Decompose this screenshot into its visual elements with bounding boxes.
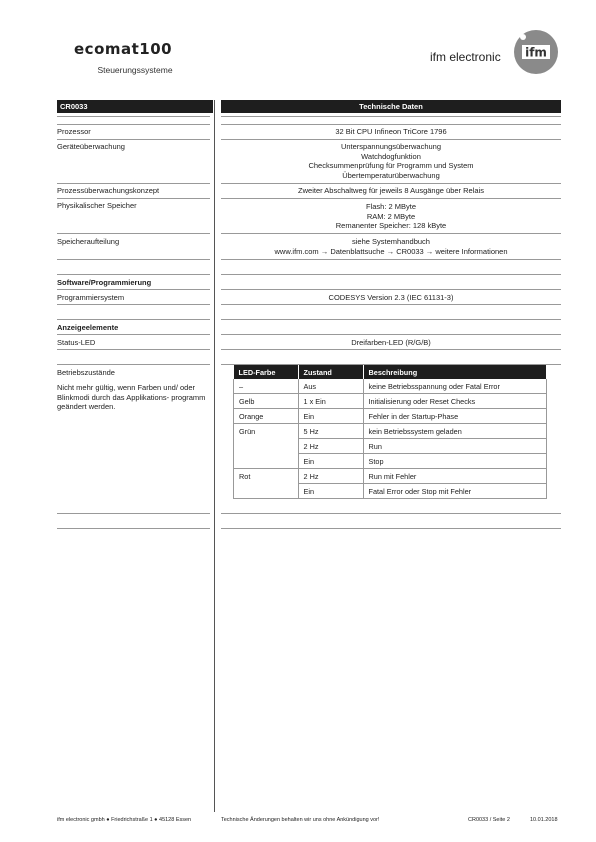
rule [221,513,561,514]
value-line: Übertemperaturüberwachung [342,170,440,180]
rule [57,364,210,365]
software-heading: Software/Programmierung [57,278,152,287]
cell-led-color: Orange [234,409,299,424]
rule [57,274,210,275]
rule [221,233,561,234]
cell-led-color: Rot [234,469,299,484]
spec-value-monitoring [221,142,561,180]
rule [221,259,561,260]
programming-system-label: Programmiersystem [57,293,125,302]
cell-description: Initialisierung oder Reset Checks [363,394,547,409]
display-heading: Anzeigeelemente [57,323,119,332]
cell-description: keine Betriebsspannung oder Fatal Error [363,379,547,394]
rule [57,304,210,305]
rule [221,528,561,529]
value-line: Unterspannungsüberwachung [340,142,442,151]
spec-value-memory [221,202,561,231]
cell-state: 2 Hz [298,469,363,484]
rule [57,528,210,529]
cell-led-color [234,439,299,454]
value-line: Watchdogfunktion [361,151,421,161]
spec-label-process-concept: Prozessüberwachungskonzept [57,186,160,195]
rule [221,183,561,184]
rule [57,198,210,199]
status-led-value: Dreifarben-LED (R/G/B) [351,338,431,347]
rule [221,139,561,140]
cell-state: 1 x Ein [298,394,363,409]
table-row [234,439,547,454]
rule [221,319,561,320]
rule [57,289,210,290]
cell-description: Fatal Error oder Stop mit Fehler [363,484,547,499]
rule [221,349,561,350]
cell-led-color: Gelb [234,394,299,409]
states-note: Nicht mehr gültig, wenn Farben und/ oder Blinkmodi durch das Applikations- programm geändert werden. [57,383,206,411]
rule [57,513,210,514]
spec-label-memory: Physikalischer Speicher [57,201,137,210]
table-row [234,454,547,469]
table-header-row [234,365,547,379]
led-state-table [233,365,547,499]
rule [221,289,561,290]
status-led-label: Status-LED [57,338,96,347]
value-line: 32 Bit CPU Infineon TriCore 1796 [335,127,447,136]
cell-description: Run mit Fehler [363,469,547,484]
rule [57,334,210,335]
product-subtitle: Steuerungssysteme [97,65,173,75]
cell-state: Ein [298,409,363,424]
column-header-state: Zustand [298,365,363,379]
table-row [234,484,547,499]
spec-value-process-concept [221,186,561,196]
cell-state: Ein [298,454,363,469]
spec-label-processor: Prozessor [57,127,91,136]
spec-label-monitoring: Geräteüberwachung [57,142,125,151]
section-title: Technische Daten [221,100,561,113]
product-logo: ecomat100 [74,40,173,58]
cell-led-color: Grün [234,424,299,439]
value-line: www.ifm.com → Datenblattsuche → CR0033 → weitere Informationen [274,246,508,256]
rule [221,116,561,117]
spec-value-memory-allocation [221,237,561,256]
rule [57,116,210,117]
rule [57,124,210,125]
rule [57,183,210,184]
table-row [234,379,547,394]
rule [221,274,561,275]
rule [57,259,210,260]
rule [221,124,561,125]
column-divider [214,100,215,812]
cell-state: Aus [298,379,363,394]
value-line: Flash: 2 MByte [365,202,417,211]
value-line: Checksummenprüfung für Programm und System [308,161,474,170]
table-row [234,409,547,424]
cell-description: Fehler in der Startup-Phase [363,409,547,424]
rule [221,334,561,335]
column-header-description: Beschreibung [363,365,547,379]
cell-led-color: – [234,379,299,394]
value-line: Remanenter Speicher: 128 kByte [335,221,447,230]
footer-address: ifm electronic gmbh ● Friedrichstraße 1 ● 45128 Essen [57,817,192,823]
brand-name: ifm electronic [430,50,501,64]
ifm-logo-text: ifm [525,45,547,60]
cell-state: 5 Hz [298,424,363,439]
rule [57,139,210,140]
cell-description: Stop [363,454,547,469]
rule [57,233,210,234]
value-line: RAM: 2 MByte [366,211,416,221]
table-row [234,394,547,409]
footer-page: CR0033 / Seite 2 [468,817,510,823]
rule [221,304,561,305]
footer-disclaimer: Technische Änderungen behalten wir uns ohne Ankündigung vor! [221,817,380,823]
cell-state: Ein [298,484,363,499]
spec-value-processor [221,127,561,137]
model-header: CR0033 [57,100,213,113]
column-header-led-color: LED-Farbe [234,365,299,379]
table-row [234,424,547,439]
table-row [234,469,547,484]
cell-description: Run [363,439,547,454]
rule [57,349,210,350]
value-line: siehe Systemhandbuch [352,237,430,246]
value-line: Zweiter Abschaltweg für jeweils 8 Ausgänge über Relais [298,186,484,195]
states-label: Betriebszustände [57,368,115,377]
footer-date: 10.01.2018 [530,817,558,823]
rule [57,319,210,320]
rule [221,198,561,199]
ifm-logo-icon [512,28,560,76]
programming-system-value: CODESYS Version 2.3 (IEC 61131-3) [328,293,454,302]
cell-led-color [234,454,299,469]
cell-state: 2 Hz [298,439,363,454]
cell-description: kein Betriebssystem geladen [363,424,547,439]
spec-label-memory-allocation: Speicheraufteilung [57,237,120,246]
cell-led-color [234,484,299,499]
